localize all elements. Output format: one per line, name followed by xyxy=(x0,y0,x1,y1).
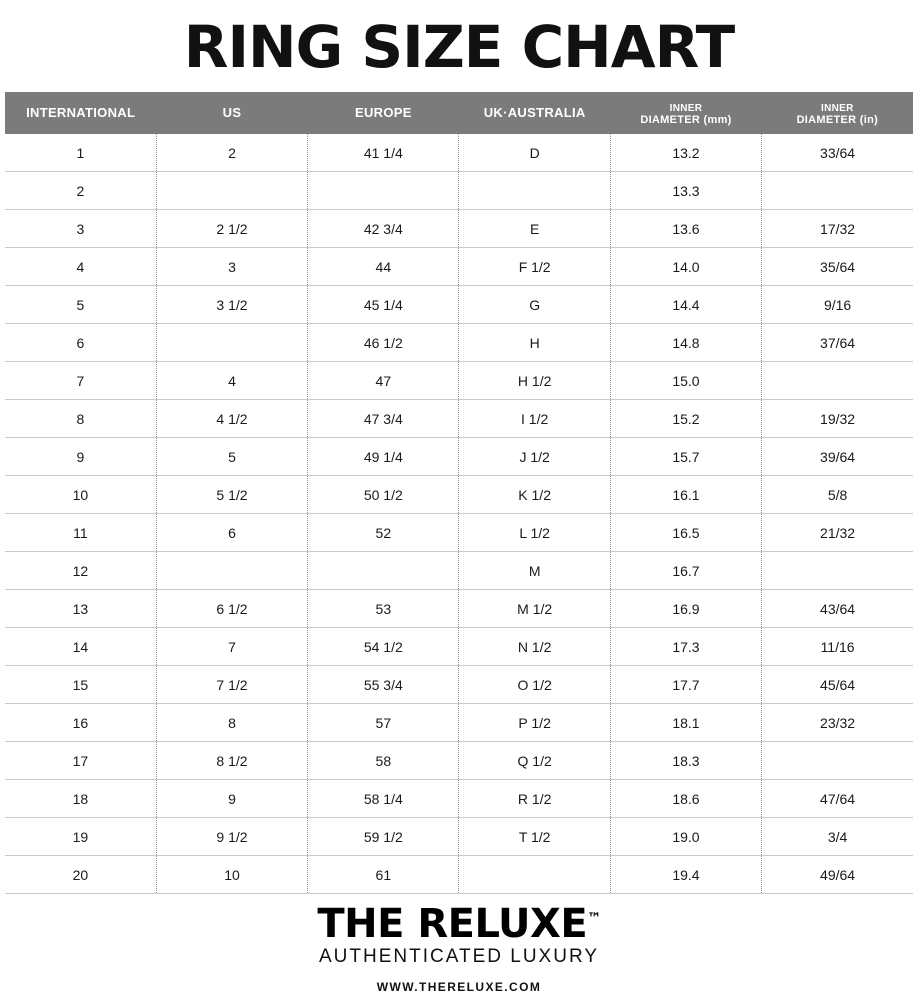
cell-europe xyxy=(308,172,459,210)
cell-inner-diameter-mm: 16.1 xyxy=(610,476,761,514)
cell-inner-diameter-in: 19/32 xyxy=(762,400,913,438)
column-header-us xyxy=(156,92,307,134)
cell-us xyxy=(156,172,307,210)
cell-inner-diameter-mm: 15.0 xyxy=(610,362,761,400)
cell-uk-australia: J 1/2 xyxy=(459,438,610,476)
cell-international: 11 xyxy=(5,514,156,552)
table-row xyxy=(5,362,913,400)
cell-international: 7 xyxy=(5,362,156,400)
column-header-europe xyxy=(308,92,459,134)
column-header-uk-australia-label: UK·AUSTRALIA xyxy=(483,105,586,121)
cell-inner-diameter-in: 11/16 xyxy=(762,628,913,666)
cell-europe: 46 1/2 xyxy=(308,324,459,362)
cell-uk-australia: T 1/2 xyxy=(459,818,610,856)
column-header-international-label: INTERNATIONAL xyxy=(26,105,136,121)
cell-international: 19 xyxy=(5,818,156,856)
cell-inner-diameter-mm: 19.0 xyxy=(610,818,761,856)
table-row xyxy=(5,514,913,552)
cell-us: 9 xyxy=(156,780,307,818)
cell-uk-australia: K 1/2 xyxy=(459,476,610,514)
cell-us: 5 1/2 xyxy=(156,476,307,514)
table-row xyxy=(5,628,913,666)
cell-inner-diameter-in: 3/4 xyxy=(762,818,913,856)
cell-international: 4 xyxy=(5,248,156,286)
cell-europe: 61 xyxy=(308,856,459,894)
cell-europe: 45 1/4 xyxy=(308,286,459,324)
column-header-inner-diameter-mm xyxy=(610,92,761,134)
table-row xyxy=(5,704,913,742)
cell-international: 15 xyxy=(5,666,156,704)
ring-size-table xyxy=(5,92,913,894)
cell-uk-australia: H xyxy=(459,324,610,362)
table-row xyxy=(5,476,913,514)
cell-inner-diameter-mm: 14.0 xyxy=(610,248,761,286)
cell-us: 8 xyxy=(156,704,307,742)
table-row xyxy=(5,856,913,894)
cell-inner-diameter-in: 17/32 xyxy=(762,210,913,248)
cell-inner-diameter-in: 45/64 xyxy=(762,666,913,704)
column-header-europe-label: EUROPE xyxy=(354,105,412,121)
cell-europe: 49 1/4 xyxy=(308,438,459,476)
cell-international: 10 xyxy=(5,476,156,514)
cell-international: 6 xyxy=(5,324,156,362)
cell-inner-diameter-mm: 16.9 xyxy=(610,590,761,628)
table-row xyxy=(5,134,913,172)
cell-inner-diameter-mm: 17.7 xyxy=(610,666,761,704)
cell-uk-australia: F 1/2 xyxy=(459,248,610,286)
cell-europe: 59 1/2 xyxy=(308,818,459,856)
table-header xyxy=(5,92,913,134)
cell-international: 14 xyxy=(5,628,156,666)
cell-international: 18 xyxy=(5,780,156,818)
column-header-inner-diameter-mm-line1: INNER xyxy=(669,103,703,114)
cell-inner-diameter-mm: 18.3 xyxy=(610,742,761,780)
table-row xyxy=(5,742,913,780)
cell-us: 3 xyxy=(156,248,307,286)
cell-us xyxy=(156,552,307,590)
table-row xyxy=(5,248,913,286)
cell-us: 4 1/2 xyxy=(156,400,307,438)
cell-inner-diameter-mm: 18.1 xyxy=(610,704,761,742)
cell-inner-diameter-in: 33/64 xyxy=(762,134,913,172)
cell-us: 9 1/2 xyxy=(156,818,307,856)
cell-us: 7 1/2 xyxy=(156,666,307,704)
cell-uk-australia: M 1/2 xyxy=(459,590,610,628)
cell-us: 3 1/2 xyxy=(156,286,307,324)
cell-uk-australia: I 1/2 xyxy=(459,400,610,438)
cell-europe xyxy=(308,552,459,590)
cell-us: 5 xyxy=(156,438,307,476)
cell-uk-australia: D xyxy=(459,134,610,172)
cell-inner-diameter-mm: 13.3 xyxy=(610,172,761,210)
cell-international: 16 xyxy=(5,704,156,742)
column-header-uk-australia xyxy=(459,92,610,134)
table-row xyxy=(5,552,913,590)
cell-inner-diameter-in: 39/64 xyxy=(762,438,913,476)
cell-inner-diameter-in xyxy=(762,172,913,210)
cell-us: 2 1/2 xyxy=(156,210,307,248)
cell-europe: 41 1/4 xyxy=(308,134,459,172)
table-row xyxy=(5,818,913,856)
cell-inner-diameter-mm: 15.2 xyxy=(610,400,761,438)
cell-inner-diameter-in: 21/32 xyxy=(762,514,913,552)
cell-europe: 42 3/4 xyxy=(308,210,459,248)
cell-inner-diameter-in: 9/16 xyxy=(762,286,913,324)
cell-inner-diameter-in: 35/64 xyxy=(762,248,913,286)
cell-international: 17 xyxy=(5,742,156,780)
cell-uk-australia: P 1/2 xyxy=(459,704,610,742)
column-header-us-label: US xyxy=(222,105,242,121)
table-row xyxy=(5,780,913,818)
cell-uk-australia: O 1/2 xyxy=(459,666,610,704)
cell-inner-diameter-mm: 17.3 xyxy=(610,628,761,666)
cell-international: 12 xyxy=(5,552,156,590)
cell-europe: 47 xyxy=(308,362,459,400)
cell-us: 4 xyxy=(156,362,307,400)
cell-inner-diameter-in: 47/64 xyxy=(762,780,913,818)
column-header-inner-diameter-in xyxy=(762,92,913,134)
table-row xyxy=(5,400,913,438)
cell-europe: 57 xyxy=(308,704,459,742)
table-body xyxy=(5,134,913,894)
table-row xyxy=(5,210,913,248)
cell-europe: 52 xyxy=(308,514,459,552)
column-header-international xyxy=(5,92,156,134)
cell-us: 8 1/2 xyxy=(156,742,307,780)
cell-inner-diameter-in: 5/8 xyxy=(762,476,913,514)
cell-europe: 53 xyxy=(308,590,459,628)
table-row xyxy=(5,438,913,476)
cell-uk-australia xyxy=(459,856,610,894)
cell-inner-diameter-mm: 16.5 xyxy=(610,514,761,552)
brand-name-text: THE RELUXE xyxy=(317,901,588,948)
cell-international: 20 xyxy=(5,856,156,894)
cell-uk-australia: N 1/2 xyxy=(459,628,610,666)
cell-us: 6 1/2 xyxy=(156,590,307,628)
cell-uk-australia: G xyxy=(459,286,610,324)
cell-inner-diameter-mm: 13.6 xyxy=(610,210,761,248)
cell-uk-australia: Q 1/2 xyxy=(459,742,610,780)
table-header-row xyxy=(5,92,913,134)
cell-europe: 55 3/4 xyxy=(308,666,459,704)
cell-europe: 58 xyxy=(308,742,459,780)
cell-uk-australia: M xyxy=(459,552,610,590)
cell-inner-diameter-in xyxy=(762,362,913,400)
cell-inner-diameter-mm: 18.6 xyxy=(610,780,761,818)
cell-inner-diameter-mm: 13.2 xyxy=(610,134,761,172)
trademark-symbol: ™ xyxy=(587,910,601,927)
brand-name xyxy=(317,901,601,948)
cell-uk-australia xyxy=(459,172,610,210)
cell-inner-diameter-in: 37/64 xyxy=(762,324,913,362)
cell-inner-diameter-mm: 14.8 xyxy=(610,324,761,362)
cell-international: 13 xyxy=(5,590,156,628)
table-row xyxy=(5,666,913,704)
cell-europe: 44 xyxy=(308,248,459,286)
brand-tagline: AUTHENTICATED LUXURY xyxy=(319,946,599,968)
cell-inner-diameter-mm: 19.4 xyxy=(610,856,761,894)
cell-international: 9 xyxy=(5,438,156,476)
cell-inner-diameter-mm: 14.4 xyxy=(610,286,761,324)
cell-us: 7 xyxy=(156,628,307,666)
cell-europe: 50 1/2 xyxy=(308,476,459,514)
cell-uk-australia: E xyxy=(459,210,610,248)
table-row xyxy=(5,286,913,324)
cell-uk-australia: R 1/2 xyxy=(459,780,610,818)
cell-international: 8 xyxy=(5,400,156,438)
cell-inner-diameter-in: 49/64 xyxy=(762,856,913,894)
cell-europe: 47 3/4 xyxy=(308,400,459,438)
cell-inner-diameter-in: 23/32 xyxy=(762,704,913,742)
cell-inner-diameter-in: 43/64 xyxy=(762,590,913,628)
cell-inner-diameter-in xyxy=(762,742,913,780)
cell-inner-diameter-mm: 15.7 xyxy=(610,438,761,476)
page-title: RING SIZE CHART xyxy=(183,13,735,81)
cell-international: 1 xyxy=(5,134,156,172)
cell-us xyxy=(156,324,307,362)
cell-uk-australia: H 1/2 xyxy=(459,362,610,400)
table-row xyxy=(5,590,913,628)
table-row xyxy=(5,324,913,362)
brand-website: WWW.THERELUXE.COM xyxy=(376,980,542,994)
cell-inner-diameter-mm: 16.7 xyxy=(610,552,761,590)
cell-europe: 54 1/2 xyxy=(308,628,459,666)
column-header-inner-diameter-in-line2: DIAMETER (in) xyxy=(796,113,879,126)
column-header-inner-diameter-in-line1: INNER xyxy=(821,103,854,114)
cell-us: 10 xyxy=(156,856,307,894)
cell-international: 5 xyxy=(5,286,156,324)
cell-international: 3 xyxy=(5,210,156,248)
cell-uk-australia: L 1/2 xyxy=(459,514,610,552)
column-header-inner-diameter-mm-line2: DIAMETER (mm) xyxy=(640,113,732,126)
cell-international: 2 xyxy=(5,172,156,210)
table-row xyxy=(5,172,913,210)
cell-inner-diameter-in xyxy=(762,552,913,590)
cell-us: 2 xyxy=(156,134,307,172)
cell-europe: 58 1/4 xyxy=(308,780,459,818)
cell-us: 6 xyxy=(156,514,307,552)
